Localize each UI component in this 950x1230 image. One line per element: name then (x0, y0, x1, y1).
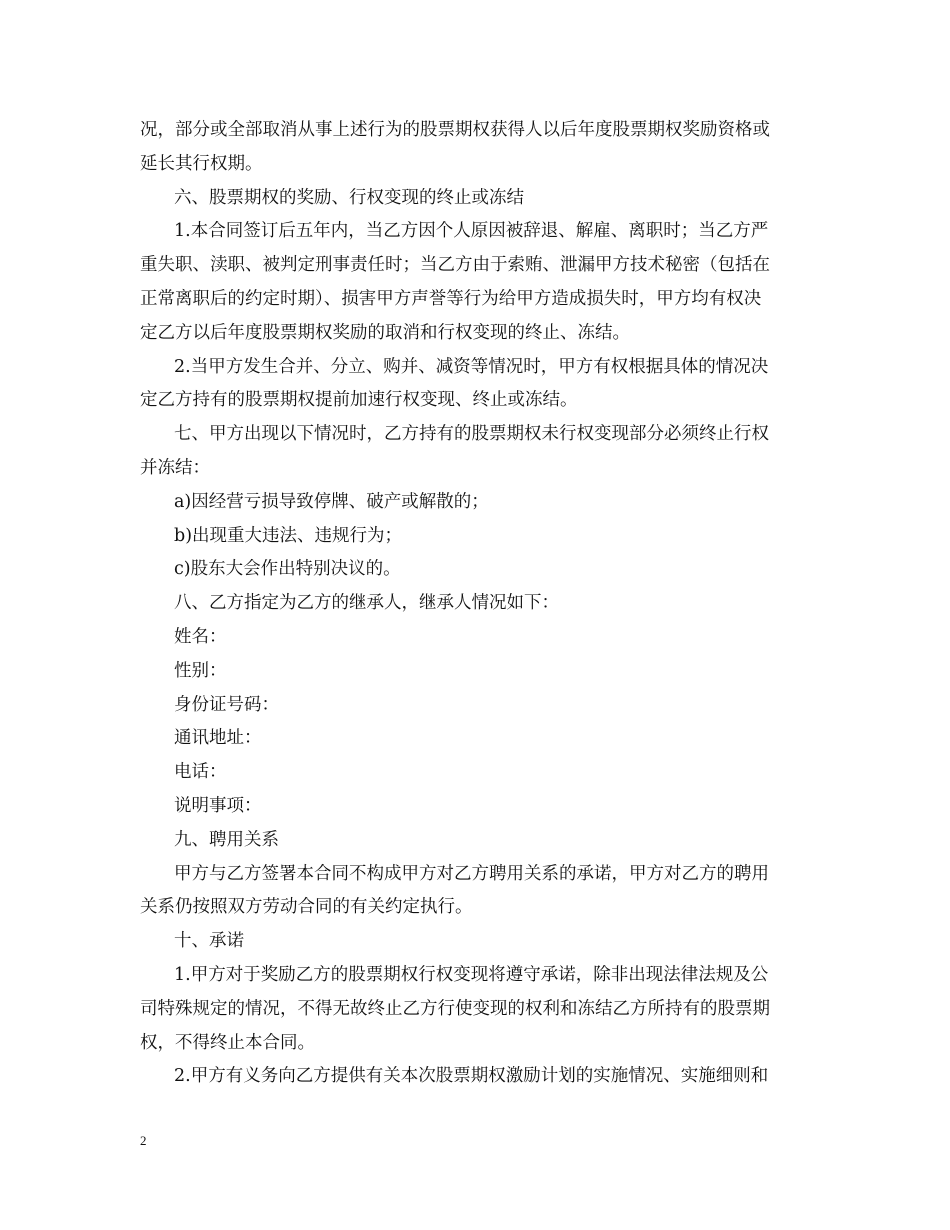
text-line: a)因经营亏损导致停牌、破产或解散的； (174, 491, 489, 512)
text-line: 通讯地址： (174, 728, 262, 749)
page-number: 2 (140, 1133, 147, 1148)
text-line: 定乙方以后年度股票期权奖励的取消和行权变现的终止、冻结。 (140, 322, 630, 343)
text-line: 九、聘用关系 (174, 829, 279, 850)
text-line: 重失职、渎职、被判定刑事责任时；当乙方由于索贿、泄漏甲方技术秘密（包括在 (140, 255, 770, 276)
text-line: 性别： (174, 660, 227, 681)
text-line: 姓名： (174, 626, 227, 647)
text-line: c)股东大会作出特别决议的。 (174, 559, 401, 580)
text-line: 1.甲方对于奖励乙方的股票期权行权变现将遵守承诺，除非出现法律法规及公 (174, 964, 769, 985)
text-line: 权，不得终止本合同。 (140, 1032, 315, 1053)
text-line: 七、甲方出现以下情况时，乙方持有的股票期权未行权变现部分必须终止行权 (174, 424, 769, 445)
text-line: 2.甲方有义务向乙方提供有关本次股票期权激励计划的实施情况、实施细则和 (174, 1066, 769, 1087)
document-body (140, 114, 820, 1094)
text-line: 司特殊规定的情况，不得无故终止乙方行使变现的权利和冻结乙方所持有的股票期 (140, 998, 770, 1019)
text-line: 延长其行权期。 (140, 153, 263, 174)
text-line: 电话： (174, 762, 227, 783)
text-line: 说明事项： (174, 795, 262, 816)
text-line: 1.本合同签订后五年内，当乙方因个人原因被辞退、解雇、离职时；当乙方严 (174, 221, 769, 242)
text-line: b)出现重大违法、违规行为； (174, 525, 403, 546)
text-line: 2.当甲方发生合并、分立、购并、减资等情况时，甲方有权根据具体的情况决 (174, 356, 769, 377)
text-line: 正常离职后的约定时期）、损害甲方声誉等行为给甲方造成损失时，甲方均有权决 (140, 288, 762, 309)
text-line: 身份证号码： (174, 694, 279, 715)
text-line: 况，部分或全部取消从事上述行为的股票期权获得人以后年度股票期权奖励资格或 (140, 120, 770, 140)
text-line: 十、承诺 (174, 931, 244, 952)
text-line: 六、股票期权的奖励、行权变现的终止或冻结 (174, 187, 524, 208)
text-line: 甲方与乙方签署本合同不构成甲方对乙方聘用关系的承诺，甲方对乙方的聘用 (174, 863, 769, 884)
text-line: 定乙方持有的股票期权提前加速行权变现、终止或冻结。 (140, 390, 578, 411)
text-line: 关系仍按照双方劳动合同的有关约定执行。 (140, 897, 473, 918)
text-line: 并冻结： (140, 457, 210, 478)
text-line: 八、乙方指定为乙方的继承人，继承人情况如下： (174, 593, 559, 614)
